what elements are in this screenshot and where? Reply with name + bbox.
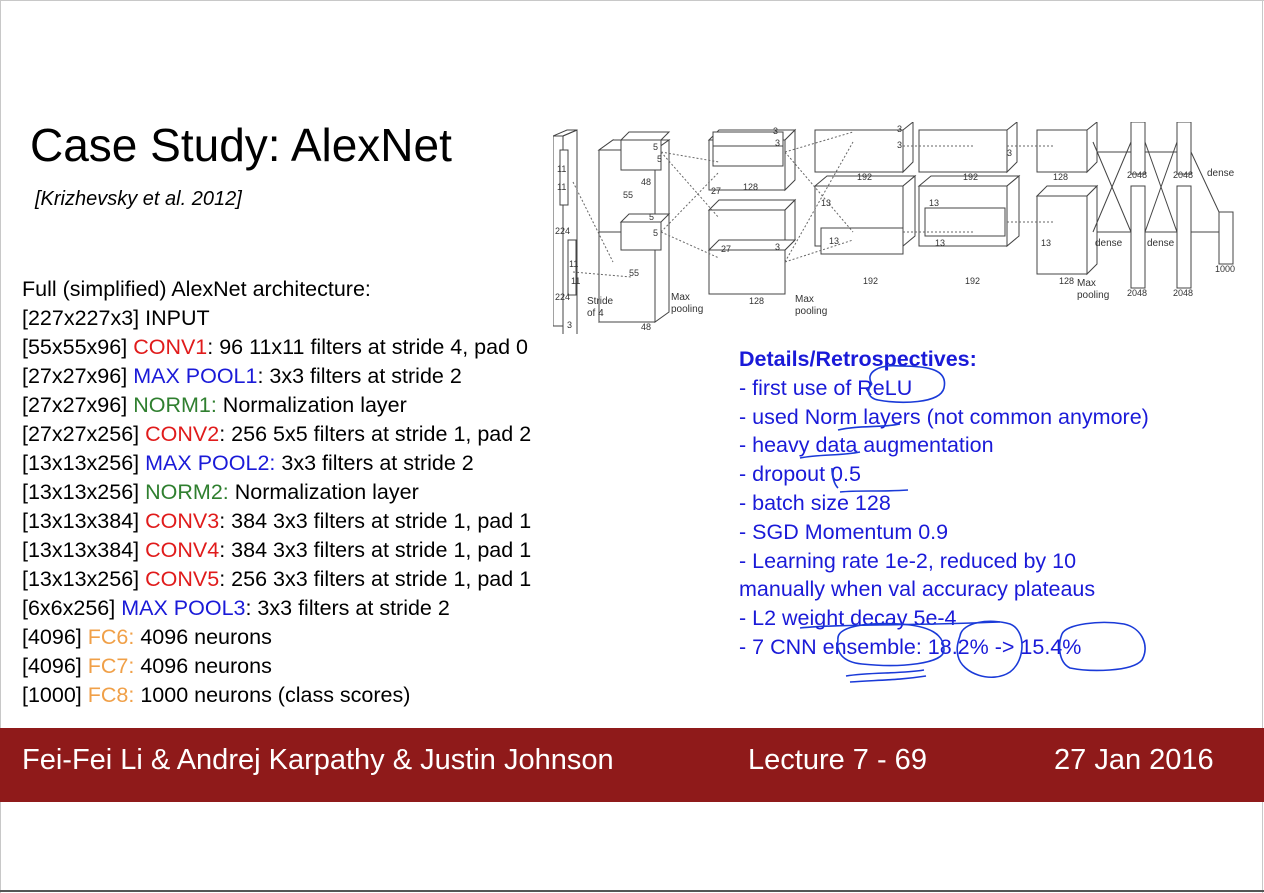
layer-line	[22, 652, 531, 681]
layer-line	[22, 391, 531, 420]
layer-list	[22, 304, 531, 710]
dense-layers	[1093, 122, 1236, 288]
label-3e: 3	[897, 140, 903, 150]
label-128c: 128	[1053, 172, 1069, 182]
label-5a: 5	[653, 142, 659, 152]
label-pooling3: pooling	[1077, 290, 1110, 301]
label-2048b: 2048	[1173, 170, 1194, 180]
label-192d: 192	[965, 276, 981, 286]
detail-item: - Learning rate 1e-2, reduced by 10	[739, 548, 1077, 573]
layer-desc: : 3x3 filters at stride 2	[245, 596, 450, 620]
label-3f: 3	[1007, 148, 1013, 158]
layer-desc: 4096 neurons	[134, 625, 272, 649]
label-11a: 11	[557, 164, 567, 174]
layer-name: MAX POOL3	[121, 596, 246, 620]
label-13e: 13	[1041, 238, 1052, 248]
layer-name: FC7:	[87, 654, 135, 678]
label-of4: of 4	[587, 308, 604, 319]
layer-name: NORM1:	[133, 393, 217, 417]
frame-top	[0, 0, 1264, 1]
label-5d: 5	[653, 228, 659, 238]
architecture-list	[22, 275, 531, 710]
layer-shape: [13x13x256]	[22, 480, 140, 504]
layer-shape: [13x13x256]	[22, 567, 140, 591]
layer-line	[22, 362, 531, 391]
layer-line	[22, 478, 531, 507]
layer-shape: [27x27x256]	[22, 422, 140, 446]
layer-line	[22, 565, 531, 594]
footer-date: 27 Jan 2016	[1054, 744, 1214, 776]
layer-line	[22, 536, 531, 565]
layer-desc: : 384 3x3 filters at stride 1, pad 1	[219, 509, 532, 533]
citation: [Krizhevsky et al. 2012]	[35, 188, 242, 210]
label-11d: 11	[571, 276, 581, 286]
layer-name: NORM2:	[145, 480, 229, 504]
layer-shape: [4096]	[22, 625, 82, 649]
label-27a: 27	[711, 186, 722, 196]
detail-item: - batch size 128	[739, 490, 891, 515]
detail-item: - first use of ReLU	[739, 375, 913, 400]
label-128d: 128	[1059, 276, 1075, 286]
detail-item: - SGD Momentum 0.9	[739, 519, 949, 544]
ensemble-underline-2	[850, 676, 926, 682]
layer-name: FC6:	[87, 625, 135, 649]
layer-line	[22, 507, 531, 536]
detail-item: manually when val accuracy plateaus	[739, 577, 1096, 602]
label-224b: 224	[555, 292, 571, 302]
layer-desc: 1000 neurons (class scores)	[134, 683, 411, 707]
label-48b: 48	[641, 322, 652, 332]
layer-shape: [227x227x3]	[22, 306, 140, 330]
label-11c: 11	[569, 259, 579, 269]
label-pooling1: pooling	[671, 304, 704, 315]
layer-line	[22, 333, 531, 362]
layer-desc: Normalization layer	[228, 480, 419, 504]
layer-shape: [6x6x256]	[22, 596, 116, 620]
layer-line	[22, 681, 531, 710]
footer-bar	[0, 728, 1264, 802]
label-27b: 27	[721, 244, 732, 254]
detail-item: - used Norm layers (not common anymore)	[739, 404, 1149, 429]
label-3b: 3	[775, 138, 781, 148]
label-max2: Max	[795, 294, 814, 305]
slide-title: Case Study: AlexNet	[30, 119, 452, 171]
layer-shape: [27x27x96]	[22, 364, 128, 388]
label-3: 3	[567, 320, 573, 330]
label-3d: 3	[897, 124, 903, 134]
frame-bottom	[0, 890, 1264, 892]
label-pooling2: pooling	[795, 306, 828, 317]
detail-item: - heavy data augmentation	[739, 433, 994, 458]
layer-desc: INPUT	[139, 306, 210, 330]
layer-name: CONV2	[145, 422, 220, 446]
label-2048c: 2048	[1127, 288, 1148, 298]
layer-shape: [4096]	[22, 654, 82, 678]
layer-desc: Normalization layer	[216, 393, 407, 417]
layer-name: FC8:	[87, 683, 135, 707]
layer-desc: : 96 11x11 filters at stride 4, pad 0	[207, 335, 528, 359]
layer-desc: : 3x3 filters at stride 2	[257, 364, 462, 388]
label-48a: 48	[641, 177, 652, 187]
ensemble-underline	[846, 670, 924, 676]
layer-line	[22, 594, 531, 623]
layer-shape: [13x13x384]	[22, 509, 140, 533]
architecture-heading: Full (simplified) AlexNet architecture:	[22, 277, 371, 301]
label-2048d: 2048	[1173, 288, 1194, 298]
label-max3: Max	[1077, 278, 1096, 289]
label-13c: 13	[929, 198, 940, 208]
layer-shape: [1000]	[22, 683, 82, 707]
label-224a: 224	[555, 226, 571, 236]
label-2048a: 2048	[1127, 170, 1148, 180]
label-192b: 192	[963, 172, 979, 182]
conv4-block	[919, 122, 1019, 246]
label-128a: 128	[743, 182, 759, 192]
label-55b: 55	[629, 268, 640, 278]
footer-authors: Fei-Fei Li & Andrej Karpathy & Justin Johnson	[22, 744, 614, 776]
layer-desc: 4096 neurons	[134, 654, 272, 678]
label-dense2: dense	[1095, 238, 1123, 249]
layer-line	[22, 420, 531, 449]
label-3c: 3	[775, 242, 781, 252]
label-11b: 11	[557, 182, 567, 192]
layer-name: MAX POOL2:	[145, 451, 276, 475]
label-1000: 1000	[1215, 264, 1236, 274]
details-panel	[739, 345, 1149, 662]
layer-name: CONV5	[145, 567, 220, 591]
label-13a: 13	[821, 198, 832, 208]
label-stride: Stride	[587, 296, 614, 307]
alexnet-diagram	[553, 122, 1243, 334]
label-13d: 13	[935, 238, 946, 248]
detail-item: - dropout 0.5	[739, 462, 861, 487]
label-192c: 192	[863, 276, 879, 286]
label-55a: 55	[623, 190, 634, 200]
label-5c: 5	[649, 212, 655, 222]
layer-shape: [13x13x384]	[22, 538, 140, 562]
layer-shape: [55x55x96]	[22, 335, 128, 359]
layer-shape: [27x27x96]	[22, 393, 128, 417]
layer-shape: [13x13x256]	[22, 451, 140, 475]
layer-desc: : 256 3x3 filters at stride 1, pad 1	[219, 567, 532, 591]
detail-item: - L2 weight decay 5e-4	[739, 606, 957, 631]
conv2-large	[709, 130, 795, 294]
layer-name: CONV3	[145, 509, 220, 533]
detail-item: - 7 CNN ensemble: 18.2% -> 15.4%	[739, 634, 1082, 659]
label-dense3: dense	[1147, 238, 1175, 249]
layer-desc: : 384 3x3 filters at stride 1, pad 1	[219, 538, 532, 562]
label-128b: 128	[749, 296, 765, 306]
layer-line	[22, 449, 531, 478]
layer-name: MAX POOL1	[133, 364, 258, 388]
label-13b: 13	[829, 236, 840, 246]
layer-desc: : 256 5x5 filters at stride 1, pad 2	[219, 422, 532, 446]
layer-line	[22, 304, 531, 333]
layer-desc: 3x3 filters at stride 2	[275, 451, 474, 475]
label-max1: Max	[671, 292, 690, 303]
label-192a: 192	[857, 172, 873, 182]
details-heading: Details/Retrospectives:	[739, 347, 977, 371]
layer-name: CONV4	[145, 538, 220, 562]
details-list	[739, 374, 1149, 662]
label-dense1: dense	[1207, 168, 1235, 179]
footer-lecture: Lecture 7 - 69	[748, 744, 927, 776]
layer-name: CONV1	[133, 335, 208, 359]
label-5b: 5	[657, 154, 663, 164]
conv5-block	[1037, 122, 1097, 274]
label-3a: 3	[773, 126, 779, 136]
layer-line	[22, 623, 531, 652]
